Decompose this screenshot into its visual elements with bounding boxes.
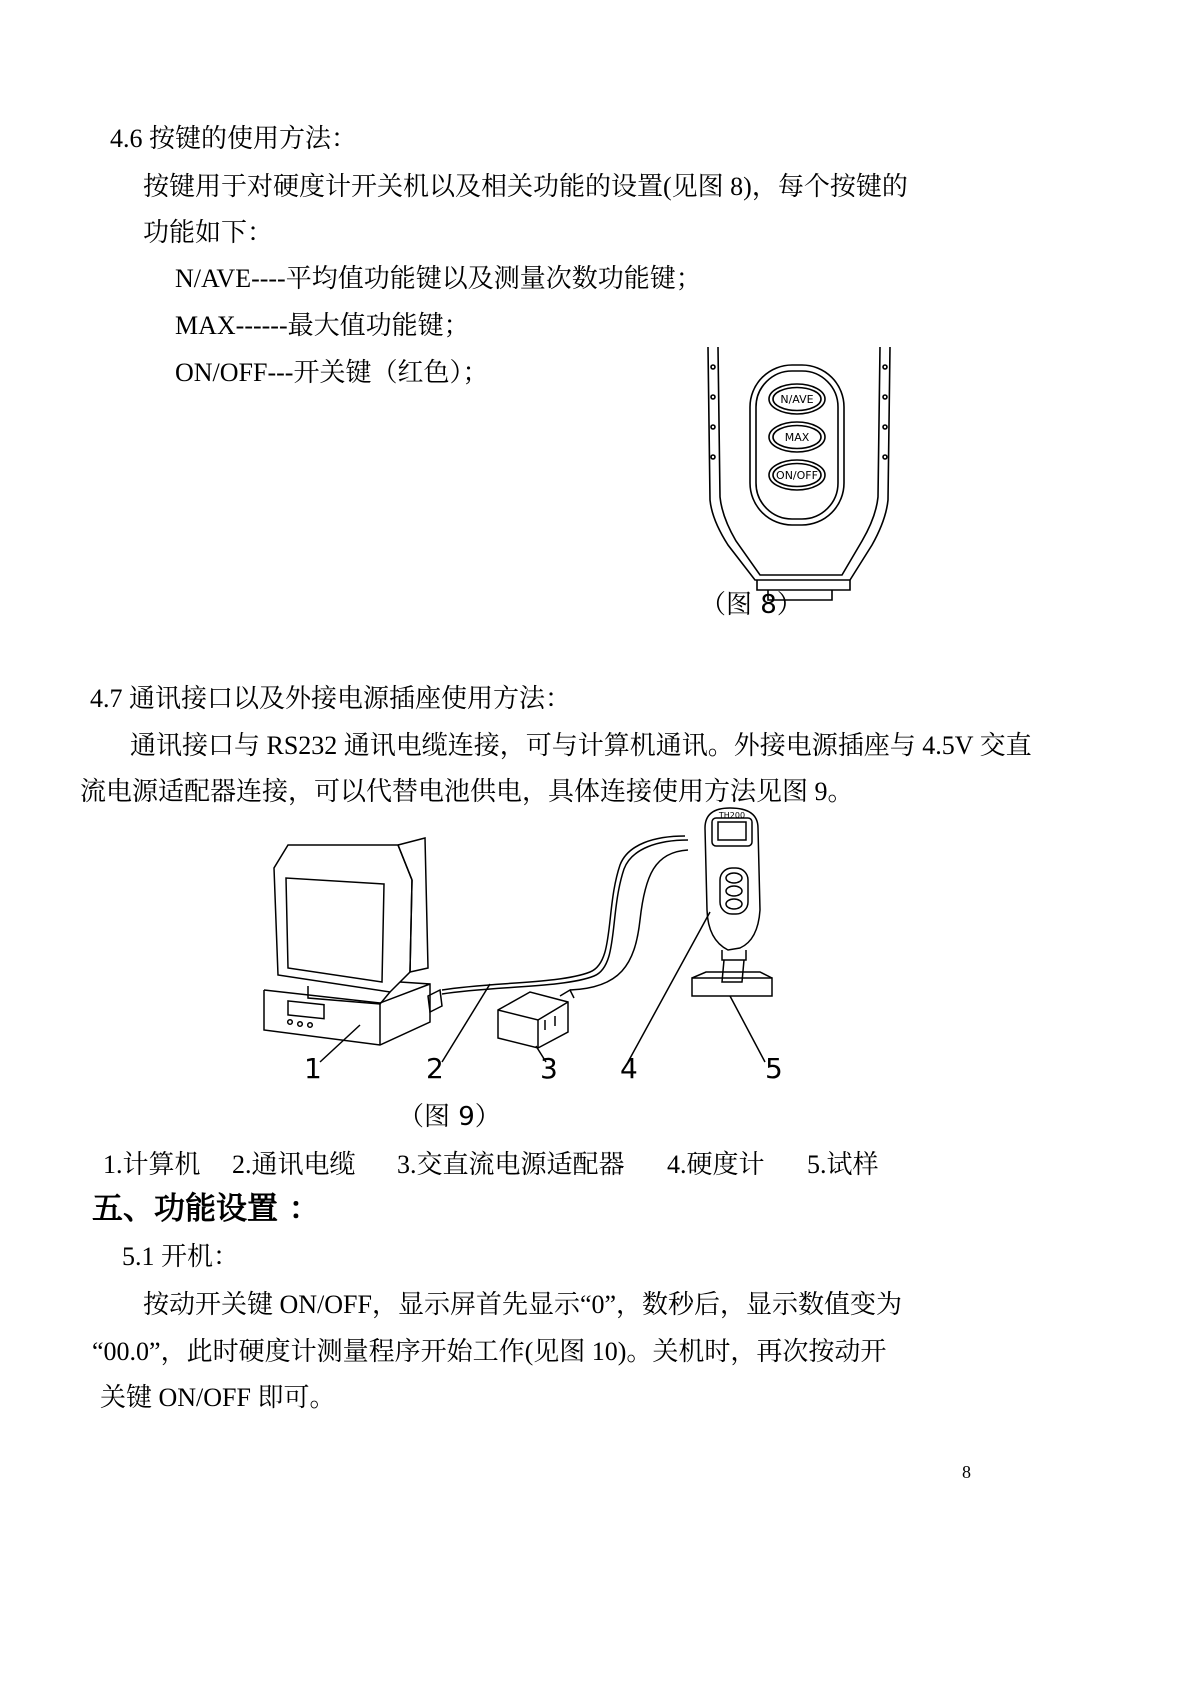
fig9-callout-3: 3 [540,1052,558,1085]
fig9-callout-2: 2 [426,1052,444,1085]
fig8-button-max-label: MAX [784,431,810,444]
fig9-legend-cable: 2.通讯电缆 [232,1150,356,1179]
fig9-legend-computer: 1.计算机 [103,1150,201,1179]
section-4-6-intro-line2: 功能如下： [143,218,274,247]
figure-8-caption: （图 8） [700,590,803,620]
section-5-1-body-line1: 按动开关键 ON/OFF，显示屏首先显示“0”，数秒后，显示数值变为 [143,1290,903,1319]
section-5-1-body-line3: 关键 ON/OFF 即可。 [100,1383,336,1412]
page-number: 8 [962,1462,971,1482]
key-desc-nave: N/AVE----平均值功能键以及测量次数功能键； [175,264,702,293]
section-4-7-body-line1: 通讯接口与 RS232 通讯电缆连接，可与计算机通讯。外接电源插座与 4.5V 交直 [130,731,1032,760]
section-4-6-intro-line1: 按键用于对硬度计开关机以及相关功能的设置(见图 8)，每个按键的 [143,172,908,201]
section-5-1-title: 5.1 开机： [122,1242,240,1271]
figure-8-keypad-illustration [700,345,900,605]
fig9-legend-tester: 4.硬度计 [667,1150,765,1179]
key-desc-onoff: ON/OFF---开关键（红色）； [175,358,489,387]
section-4-7-title: 4.7 通讯接口以及外接电源插座使用方法： [90,684,572,713]
fig9-legend-adapter: 3.交直流电源适配器 [397,1150,625,1179]
fig8-button-onoff-label: ON/OFF [776,469,818,482]
fig9-legend-specimen: 5.试样 [807,1150,879,1179]
section-5-1-body-line2: “00.0”，此时硬度计测量程序开始工作(见图 10)。关机时，再次按动开 [92,1337,887,1366]
key-desc-max: MAX------最大值功能键； [175,311,470,340]
fig9-callout-4: 4 [620,1052,638,1085]
figure-9-caption: （图 9） [398,1102,501,1132]
fig9-callout-5: 5 [765,1052,783,1085]
section-4-7-body-line2: 流电源适配器连接，可以代替电池供电，具体连接使用方法见图 9。 [80,777,854,806]
fig9-device-screen-label: TH200 [718,811,746,820]
chapter-5-title: 五、功能设置 ： [92,1191,320,1227]
fig9-callout-1: 1 [304,1052,322,1085]
figure-9-connection-diagram [260,800,820,1085]
section-4-6-title: 4.6 按键的使用方法： [110,124,358,153]
fig8-button-nave-label: N/AVE [780,393,814,406]
